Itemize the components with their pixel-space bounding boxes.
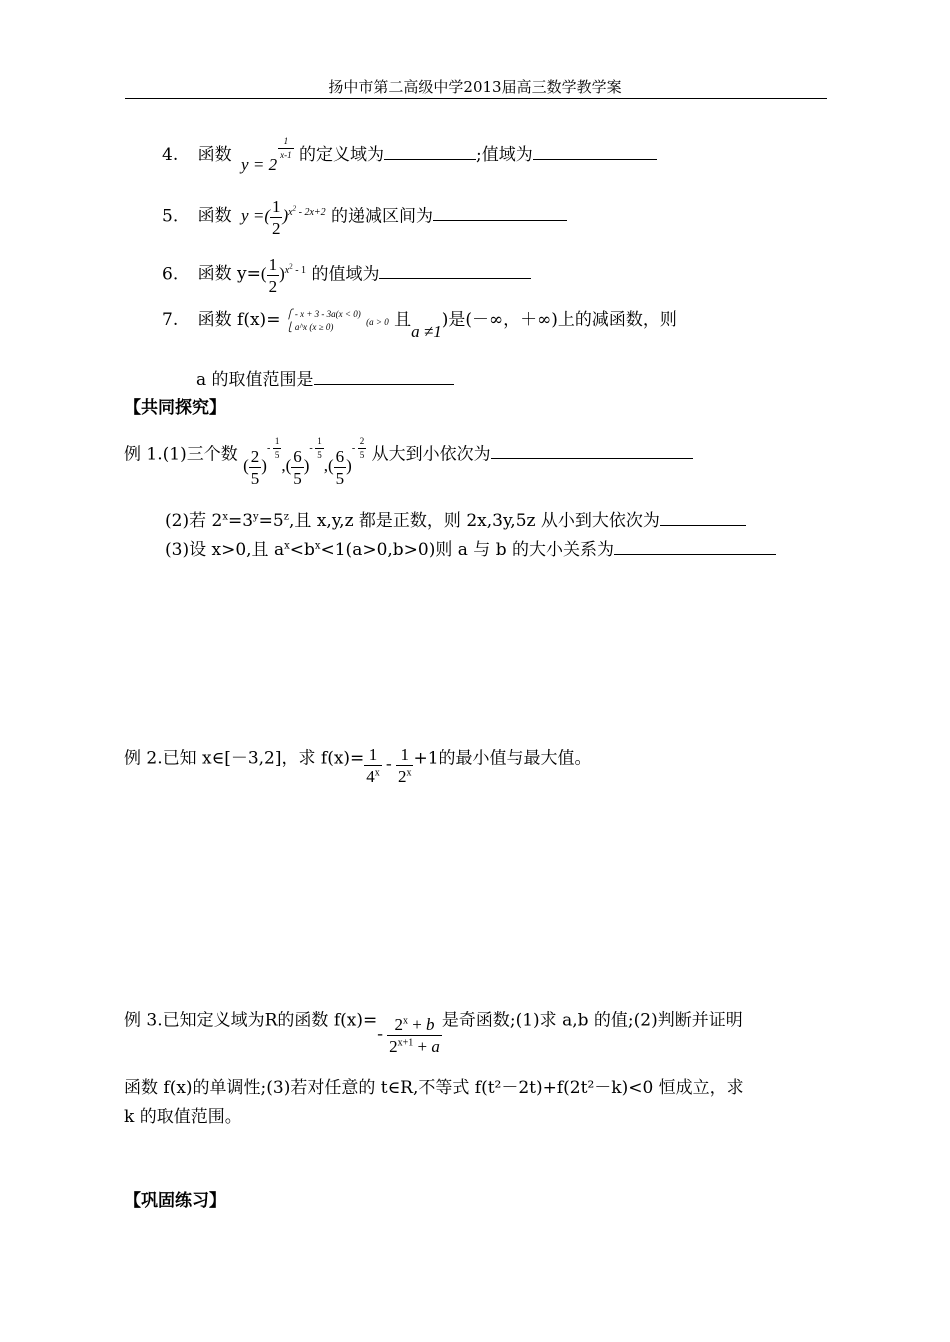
item-text: 的递减区间为 — [331, 206, 434, 227]
section-explore: 【共同探究】 — [124, 398, 226, 418]
item-text: 的定义域为 — [298, 145, 384, 165]
condition-a: a ≠1 — [411, 322, 442, 341]
item-number: 5. — [162, 206, 179, 227]
example-2: 例 2.已知 x∈[－3,2]，求 f(x)= $\frac{1}{4^x}$ - $\frac{1}{2^x}$ +1的最小值与最大值。 — [124, 745, 592, 786]
answer-blank[interactable] — [491, 444, 693, 459]
answer-blank[interactable] — [533, 145, 657, 160]
answer-blank[interactable] — [314, 370, 454, 385]
section-practice: 【巩固练习】 — [124, 1191, 226, 1211]
item-6 — [162, 256, 531, 295]
item-text: 函数 — [197, 145, 232, 165]
formula-half-pow-2: ( $\frac{1}{2}$ )$^{x^2 - 1}$ — [260, 255, 307, 296]
answer-blank[interactable] — [660, 511, 746, 526]
item-text: 函数 y= — [197, 264, 261, 285]
example-3-line3: k 的取值范围。 — [124, 1107, 242, 1127]
formula-ex3: - $\frac{2^x + b}{2^{x+1} + a}$ — [377, 1015, 440, 1056]
formula-half-pow: y =( $\frac{1}{2}$ )$^{x^2 - 2x+2}$ — [241, 197, 326, 238]
example-3-line2: 函数 f(x)的单调性;(3)若对任意的 t∈R,不等式 f(t²－2t)+f(2t²－k)<0 恒成立，求 — [124, 1078, 744, 1098]
formula-y-2-pow: y = 2 $\frac{1}{x-1}$ — [241, 135, 292, 174]
answer-blank[interactable] — [433, 206, 567, 221]
example-1-1: 例 1.(1)三个数 ( $\frac{2}{5}$ )$^{- \frac{1}{5}}$ ,( $\frac{6}{5}$ )$^{- \frac{1}{5}}$ ,( $\frac{6}{5}$ )$^{- \frac{2}{5}}$ 从大到小依次为 — [124, 436, 693, 475]
item-number: 6. — [162, 264, 179, 285]
answer-blank[interactable] — [614, 540, 776, 555]
item-text: 的值域为 — [311, 264, 380, 285]
example-3: 例 3.已知定义域为R的函数 f(x)=- $\frac{2^x + b}{2^{x+1} + a}$ 是奇函数;(1)求 a,b 的值;(2)判断并证明 — [124, 1010, 743, 1056]
item-7 — [162, 305, 677, 341]
item-number: 4. — [162, 145, 179, 165]
piecewise-function: ⎧ - x + 3 - 3a(x < 0) ⎩ a^x (x ≥ 0) — [285, 308, 361, 332]
item-5 — [162, 198, 567, 237]
header-rule — [125, 98, 827, 99]
item-number: 7. — [162, 310, 179, 330]
item-text: 函数 f(x)= — [197, 310, 281, 330]
item-text: ;值域为 — [475, 145, 533, 165]
answer-blank[interactable] — [379, 264, 531, 279]
example-1-3: (3)设 x>0,且 $a^x<b^x<1(a>0,b>0)$则 a 与 b 的大小关系为 — [165, 535, 776, 560]
condition: (a > 0 — [366, 317, 389, 327]
item-text: )是(－∞，＋∞)上的减函数，则 — [441, 310, 677, 330]
item-7-line2: a 的取值范围是 — [196, 365, 454, 390]
item-4 — [162, 135, 657, 174]
example-1-2: (2)若 $2^x=3^y=5^z$,且 x,y,z 都是正数，则 2x,3y,5z 从小到大依次为 — [165, 506, 746, 531]
answer-blank[interactable] — [384, 145, 476, 160]
formula-three-numbers: ( $\frac{2}{5}$ )$^{- \frac{1}{5}}$ ,( $\frac{6}{5}$ )$^{- \frac{1}{5}}$ ,( $\frac{6}{5}$ )$^{- \frac{2}{5}}$ — [243, 435, 365, 488]
item-text: 且 — [394, 310, 412, 330]
item-text: 函数 — [197, 206, 232, 227]
page-header: 扬中市第二高级中学2013届高三数学教学案 — [328, 78, 622, 96]
formula-ex2: $\frac{1}{4^x}$ - $\frac{1}{2^x}$ — [366, 745, 412, 786]
